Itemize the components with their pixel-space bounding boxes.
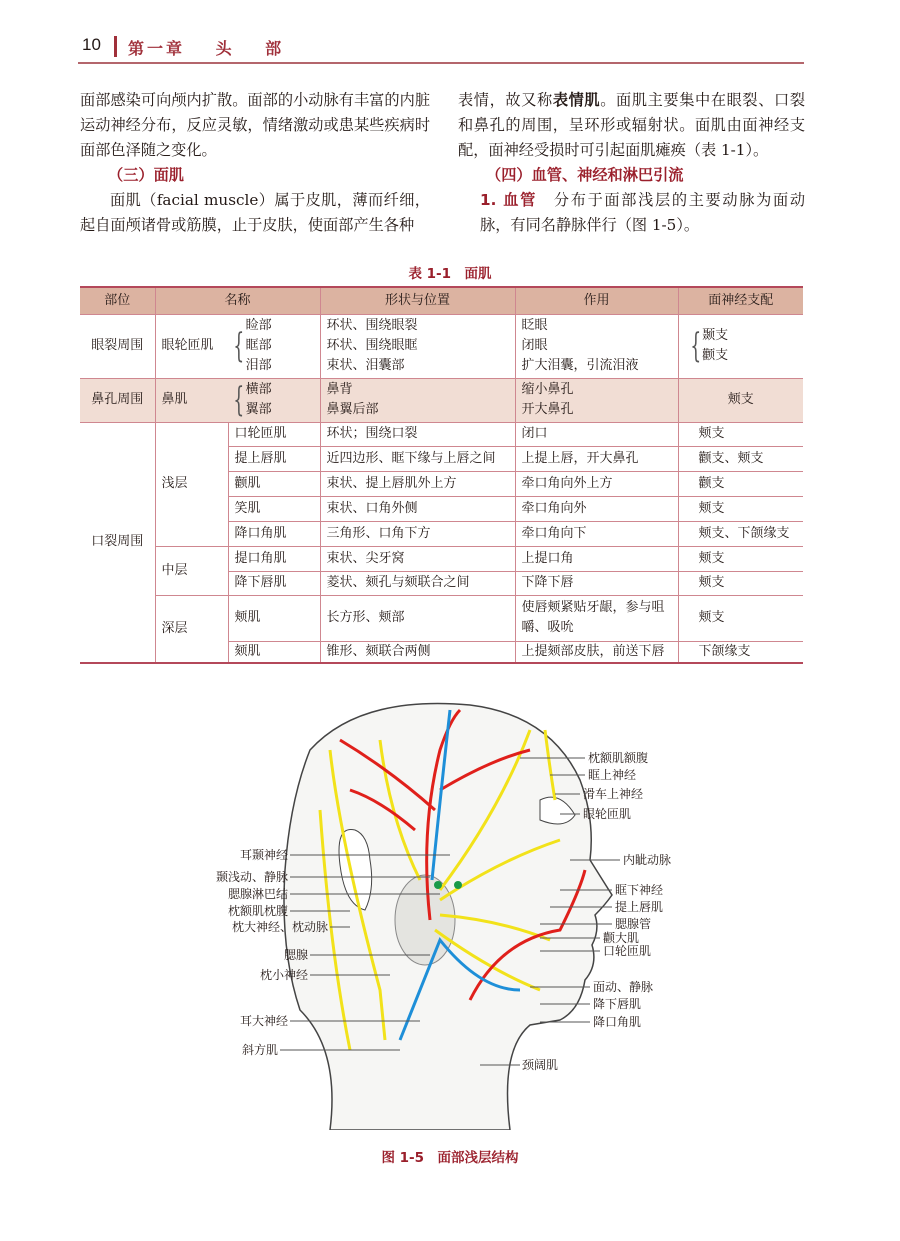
table-caption: 表 1-1 面肌 <box>408 266 492 282</box>
paragraph: 面肌（facial muscle）属于皮肌，薄而纤细，起自面颅诸骨或筋膜，止于皮肤，使面部产生各种 <box>80 191 430 234</box>
figure-label: 提上唇肌 <box>615 900 664 914</box>
lymph-node <box>454 881 462 889</box>
figure-label: 腮腺 <box>283 948 308 962</box>
figure-label: 降口角肌 <box>593 1015 642 1029</box>
figure-label: 耳大神经 <box>239 1014 288 1028</box>
subheading: 1. 血管 <box>480 191 537 209</box>
figure-face-superficial-structures <box>200 690 760 1130</box>
page-number: 10 <box>82 35 101 54</box>
table-row: 眼裂周围 眼轮匝肌 { 睑部 眶部 泪部 环状、围绕眼裂 环状、围绕眼眶 束状、泪囊部 眨眼 闭眼 扩大泪囊，引流泪液 { 颞支 颧支 <box>80 314 803 378</box>
left-column <box>80 88 430 238</box>
figure-caption: 图 1-5 面部浅层结构 <box>381 1150 519 1166</box>
figure-label: 枕额肌额腹 <box>588 751 649 765</box>
lymph-node <box>434 881 442 889</box>
figure-label: 耳颞神经 <box>239 848 288 862</box>
figure-label: 降下唇肌 <box>593 997 642 1011</box>
figure-label: 腮腺淋巴结 <box>227 887 288 901</box>
figure-label: 面动、静脉 <box>593 980 654 994</box>
figure-label: 枕大神经、枕动脉 <box>231 920 328 934</box>
table-row: 笑肌 束状、口角外侧 牵口角向外 颊支 <box>80 496 803 521</box>
figure-label: 口轮匝肌 <box>603 944 652 958</box>
figure-label: 内眦动脉 <box>623 853 672 867</box>
facial-muscle-table <box>80 286 803 664</box>
text: 分布于面部浅层的主要动脉为面动脉，有同名静脉伴行（图 1-5）。 <box>480 191 806 234</box>
figure-label: 腮腺管 <box>615 917 652 931</box>
figure-label: 颈阔肌 <box>522 1058 559 1072</box>
figure-label: 滑车上神经 <box>583 787 644 801</box>
table-row: 颏肌 锥形、颏联合两侧 上提颏部皮肤，前送下唇 下颌缘支 <box>80 641 803 663</box>
header-rule <box>78 62 804 64</box>
table-row: 降下唇肌 菱状、颏孔与颏联合之间 下降下唇 颊支 <box>80 571 803 595</box>
parotid-gland <box>395 875 455 965</box>
table-header-row: 部位 名称 形状与位置 作用 面神经支配 <box>80 287 803 314</box>
figure-label: 眼轮匝肌 <box>583 807 632 821</box>
figure-label: 颧大肌 <box>603 931 640 945</box>
paragraph: 面部感染可向颅内扩散。面部的小动脉有丰富的内脏运动神经分布，反应灵敏，情绪激动或患某些疾病时面部色泽随之变化。 <box>80 91 430 159</box>
table-row: 降口角肌 三角形、口角下方 牵口角向下 颊支、下颌缘支 <box>80 521 803 546</box>
section-heading: （三）面肌 <box>108 166 184 184</box>
table-row: 鼻孔周围 鼻肌 { 横部 翼部 鼻背 鼻翼后部 缩小鼻孔 开大鼻孔 颊支 <box>80 378 803 422</box>
figure-label: 眶下神经 <box>615 883 664 897</box>
section-heading: （四）血管、神经和淋巴引流 <box>486 166 684 184</box>
table-row: 深层 颊肌 长方形、颊部 使唇颊紧贴牙龈，参与咀嚼、吸吮 颊支 <box>80 595 803 641</box>
header-divider <box>114 36 117 57</box>
figure-label: 枕小神经 <box>259 968 308 982</box>
text: 表情，故又称 <box>458 91 553 109</box>
figure-label: 斜方肌 <box>241 1043 278 1057</box>
table-row: 提上唇肌 近四边形、眶下缘与上唇之间 上提上唇，开大鼻孔 颧支、颊支 <box>80 446 803 471</box>
figure-label: 枕额肌枕腹 <box>227 904 288 918</box>
table-row: 颧肌 束状、提上唇肌外上方 牵口角向外上方 颧支 <box>80 471 803 496</box>
figure-label: 颞浅动、静脉 <box>215 870 288 884</box>
table-row: 中层 提口角肌 束状、尖牙窝 上提口角 颊支 <box>80 546 803 571</box>
right-column <box>458 88 805 238</box>
table-row: 口裂周围 浅层 口轮匝肌 环状；围绕口裂 闭口 颊支 <box>80 422 803 446</box>
text: 。面肌主要集中在眼裂、口裂和鼻孔的周围，呈环形或辐射状。面肌由面神经支配，面神经受损时可引起面肌瘫痪（表 1-1）。 <box>458 91 806 159</box>
figure-label: 眶上神经 <box>588 768 637 782</box>
chapter-title: 第一章 头 部 <box>128 39 285 58</box>
term-bold: 表情肌 <box>552 91 601 109</box>
